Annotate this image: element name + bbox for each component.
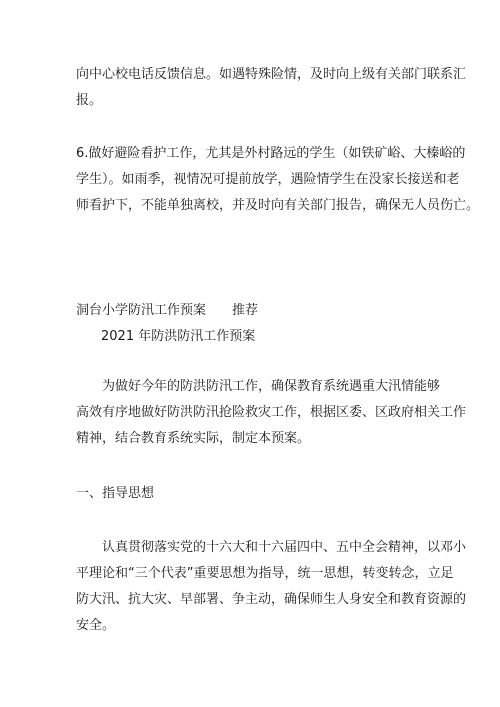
text-line: 6.做好避险看护工作，尤其是外村路远的学生（如铁矿峪、大榛峪的 <box>76 146 466 161</box>
text-line: 认真贯彻落实党的十六大和十六届四中、五中全会精神，以邓小 <box>76 540 467 555</box>
text-line: 报。 <box>76 93 103 108</box>
document-title: 2021 年防洪防汛工作预案 <box>101 329 256 344</box>
text-line: 平理论和“三个代表”重要思想为指导，统一思想，转变转念，立足 <box>76 566 454 581</box>
paragraph-intro <box>76 62 467 114</box>
heading-recommend: 洞台小学防汛工作预案 推荐 <box>76 303 259 318</box>
text-line: 师看护下，不能单独离校，并及时向有关部门报告，确保无人员伤亡。 <box>76 198 480 213</box>
text-line: 向中心校电话反馈信息。如遇特殊险情，及时向上级有关部门联系汇 <box>76 67 467 82</box>
paragraph-purpose <box>76 374 467 452</box>
text-line: 精神，结合教育系统实际，制定本预案。 <box>76 431 311 446</box>
section-1-heading: 一、指导思想 <box>76 486 155 501</box>
text-line: 为做好今年的防洪防汛工作，确保教育系统遇重大汛情能够 <box>76 379 441 394</box>
paragraph-item-6 <box>76 141 480 219</box>
text-line: 高效有序地做好防洪防汛抢险救灾工作，根据区委、区政府相关工作 <box>76 405 467 420</box>
paragraph-guiding <box>76 535 467 639</box>
text-line: 学生）。如雨季，视情况可提前放学，遇险情学生在没家长接送和老 <box>76 172 460 187</box>
text-line: 防大汛、抗大灾、早部署、争主动，确保师生人身安全和教育资源的 <box>76 592 467 607</box>
text-line: 安全。 <box>76 618 116 633</box>
